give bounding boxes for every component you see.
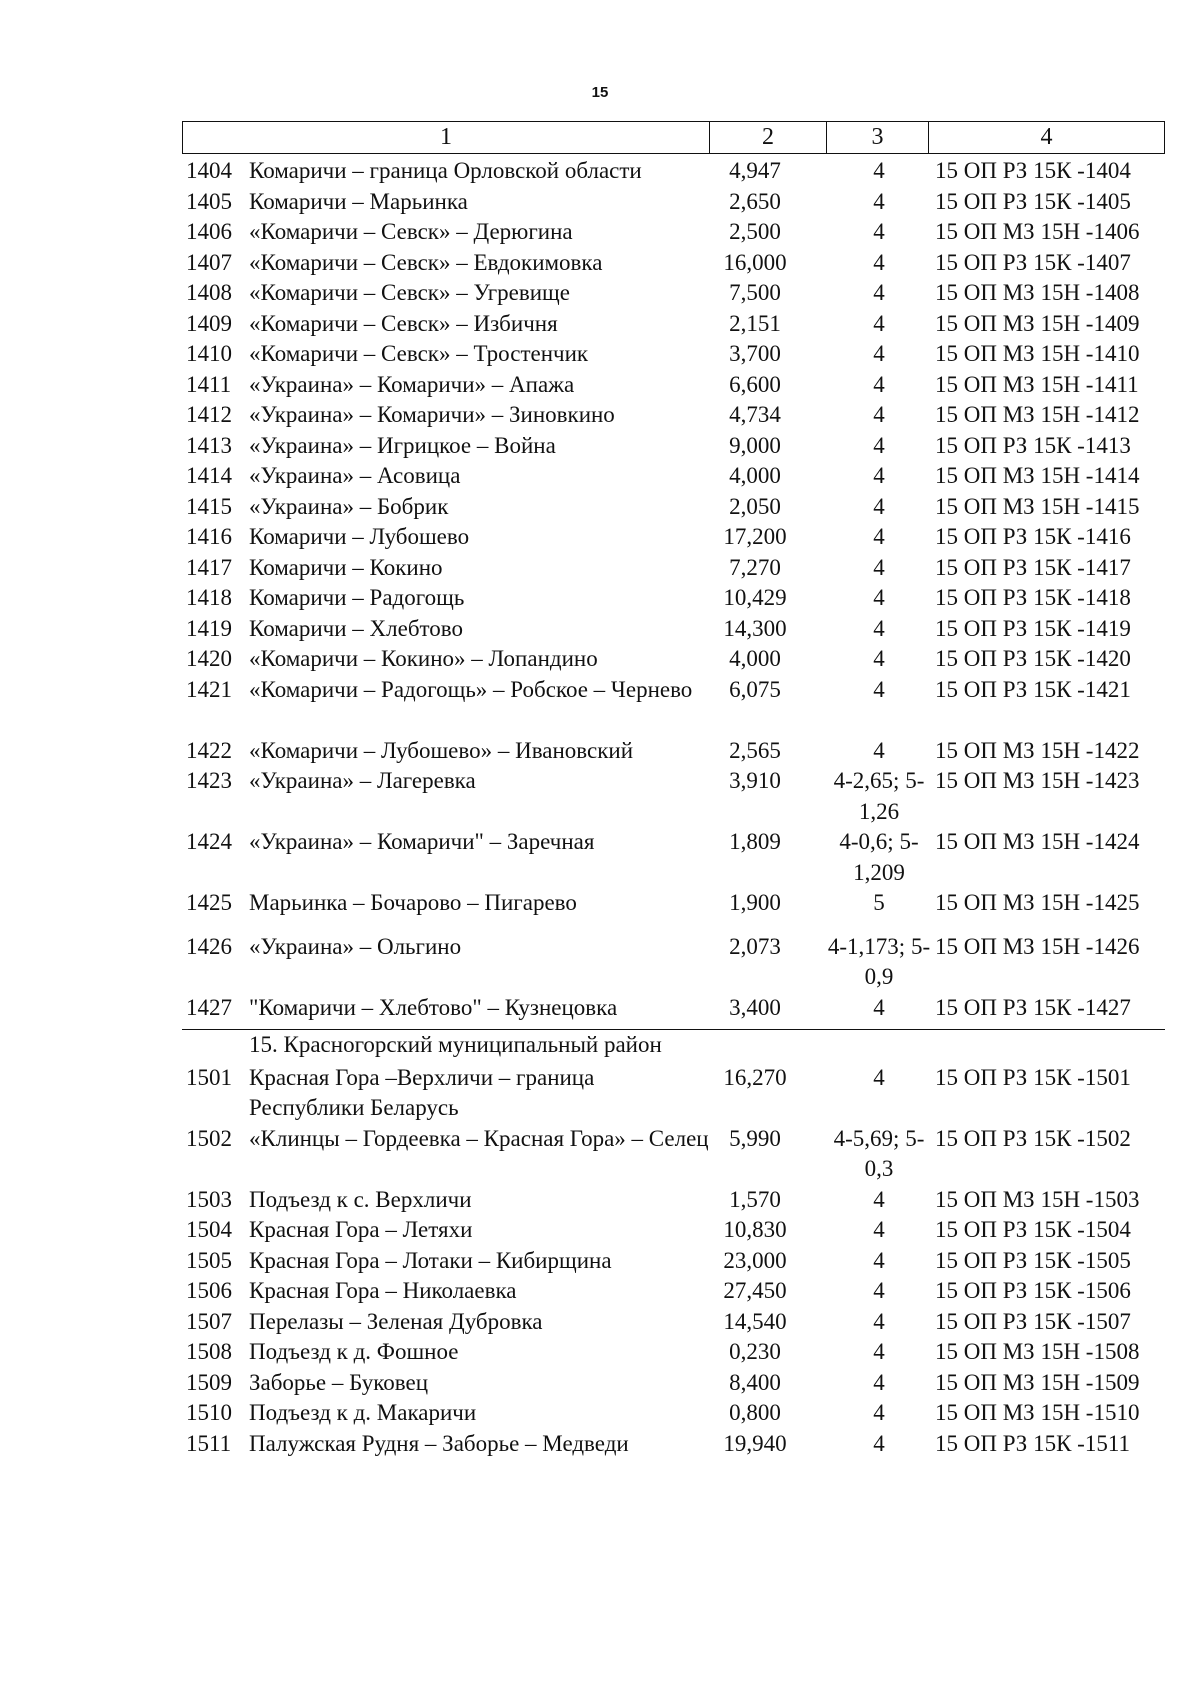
road-category: 4-0,6; 5-1,209	[839, 829, 919, 885]
table-row	[0, 888, 1200, 919]
road-length: 3,400	[729, 994, 781, 1020]
road-code: 15 ОП РЗ 15К -1504	[935, 1217, 1131, 1242]
road-category: 4	[873, 493, 885, 519]
road-name: «Украина» – Комаричи» – Зиновкино	[249, 402, 615, 427]
header-col-2: 2	[710, 122, 827, 153]
road-number: 1426	[186, 933, 232, 959]
road-number: 1408	[186, 280, 232, 305]
rows-group-b	[0, 1063, 1200, 1460]
road-length: 0,230	[729, 1339, 781, 1364]
road-number: 1424	[186, 829, 232, 854]
road-code: 15 ОП РЗ 15К -1413	[935, 432, 1131, 458]
table-row	[0, 736, 1200, 767]
road-number: 1510	[186, 1400, 232, 1425]
road-code: 15 ОП МЗ 15Н -1426	[935, 933, 1140, 959]
road-name: Комаричи – Лубошево	[249, 524, 470, 549]
road-category: 4-1,173; 5-0,9	[827, 933, 931, 989]
table-row	[0, 1276, 1200, 1307]
road-name: "Комаричи – Хлебтово" – Кузнецовка	[249, 994, 618, 1020]
road-length: 4,000	[729, 463, 781, 488]
road-length: 1,900	[729, 890, 781, 915]
table-row	[0, 1246, 1200, 1277]
road-name: Красная Гора – Николаевка	[249, 1278, 517, 1303]
road-number: 1418	[186, 585, 232, 610]
road-category: 4	[873, 615, 885, 641]
road-length: 4,947	[729, 158, 781, 183]
road-number: 1423	[186, 768, 232, 793]
road-length: 6,075	[729, 676, 781, 702]
road-length: 2,151	[729, 310, 781, 336]
road-code: 15 ОП МЗ 15Н -1406	[935, 219, 1140, 244]
table-row	[0, 278, 1200, 309]
road-name: Комаричи – Марьинка	[249, 188, 468, 214]
road-length: 6,600	[729, 371, 781, 397]
road-number: 1416	[186, 524, 232, 549]
road-code: 15 ОП МЗ 15Н -1412	[935, 402, 1140, 427]
table-row	[0, 1063, 1200, 1124]
road-number: 1425	[186, 890, 232, 915]
road-length: 0,800	[729, 1400, 781, 1425]
table-row	[0, 644, 1200, 675]
table-row	[0, 1398, 1200, 1429]
road-length: 7,270	[729, 554, 781, 580]
table-body	[0, 156, 1200, 1459]
road-name: «Украина» – Бобрик	[249, 493, 449, 519]
road-category: 4	[873, 1186, 885, 1212]
table-row	[0, 461, 1200, 492]
road-number: 1407	[186, 249, 232, 275]
table-row	[0, 583, 1200, 614]
table-row	[0, 1307, 1200, 1338]
table-row	[0, 553, 1200, 584]
road-code: 15 ОП МЗ 15Н -1425	[935, 890, 1140, 915]
road-code: 15 ОП МЗ 15Н -1422	[935, 737, 1140, 763]
table-row	[0, 827, 1200, 888]
road-name: «Украина» – Асовица	[249, 463, 461, 488]
road-code: 15 ОП РЗ 15К -1419	[935, 615, 1131, 641]
road-category: 4	[873, 1400, 885, 1425]
road-length: 1,809	[729, 829, 781, 854]
road-code: 15 ОП РЗ 15К -1416	[935, 524, 1131, 549]
table-row	[0, 156, 1200, 187]
road-length: 16,270	[723, 1064, 787, 1090]
road-number: 1419	[186, 615, 232, 641]
road-category: 4	[873, 1278, 885, 1303]
road-category: 4	[873, 249, 885, 275]
road-name: «Украина» – Комаричи» – Апажа	[249, 371, 575, 397]
road-code: 15 ОП РЗ 15К -1507	[935, 1308, 1131, 1334]
table-row	[0, 932, 1200, 993]
road-code: 15 ОП РЗ 15К -1427	[935, 994, 1131, 1020]
road-number: 1511	[186, 1430, 232, 1456]
road-category: 4-5,69; 5-0,3	[833, 1125, 925, 1181]
road-number: 1501	[186, 1064, 232, 1090]
table-row	[0, 522, 1200, 553]
road-length: 4,734	[729, 402, 781, 427]
road-category: 4	[873, 1430, 885, 1456]
table-header	[182, 121, 1165, 154]
road-name: «Комаричи – Севск» – Евдокимовка	[249, 249, 603, 275]
road-number: 1508	[186, 1339, 232, 1364]
road-number: 1411	[186, 371, 232, 397]
road-number: 1509	[186, 1369, 232, 1395]
road-name: «Украина» – Комаричи" – Заречная	[249, 829, 595, 854]
road-length: 14,300	[723, 615, 787, 641]
table-row	[0, 1337, 1200, 1368]
road-number: 1421	[186, 676, 232, 702]
road-name: Комаричи – Кокино	[249, 554, 443, 580]
road-code: 15 ОП МЗ 15Н -1423	[935, 768, 1140, 793]
road-category: 4	[873, 310, 885, 336]
table-row	[0, 309, 1200, 340]
road-category: 4	[873, 463, 885, 488]
road-length: 10,429	[723, 585, 787, 610]
road-code: 15 ОП МЗ 15Н -1410	[935, 341, 1140, 366]
road-name: «Комаричи – Радогощь» – Робское – Чернево	[249, 676, 693, 702]
table-row	[0, 993, 1200, 1024]
table-row	[0, 217, 1200, 248]
road-code: 15 ОП РЗ 15К -1421	[935, 676, 1131, 702]
road-category: 4	[873, 1339, 885, 1364]
rows-group-a	[0, 156, 1200, 1023]
road-code: 15 ОП РЗ 15К -1404	[935, 158, 1131, 183]
road-category: 4	[873, 1369, 885, 1395]
road-name: Палужская Рудня – Заборье – Медведи	[249, 1430, 629, 1456]
road-name: Комаричи – граница Орловской области	[249, 158, 642, 183]
road-name: «Украина» – Ольгино	[249, 933, 462, 959]
road-category: 4	[873, 1064, 885, 1090]
road-number: 1420	[186, 646, 232, 671]
road-length: 27,450	[723, 1278, 787, 1303]
road-code: 15 ОП МЗ 15Н -1508	[935, 1339, 1140, 1364]
road-category: 4	[873, 158, 885, 183]
road-name: Комаричи – Хлебтово	[249, 615, 463, 641]
road-code: 15 ОП РЗ 15К -1405	[935, 188, 1131, 214]
road-category: 4	[873, 646, 885, 671]
road-number: 1415	[186, 493, 232, 519]
road-name: «Украина» – Игрицкое – Война	[249, 432, 556, 458]
road-length: 1,570	[729, 1186, 781, 1212]
road-code: 15 ОП РЗ 15К -1505	[935, 1247, 1131, 1273]
road-code: 15 ОП РЗ 15К -1407	[935, 249, 1131, 275]
table-row	[0, 370, 1200, 401]
road-code: 15 ОП РЗ 15К -1502	[935, 1125, 1131, 1151]
road-code: 15 ОП МЗ 15Н -1414	[935, 463, 1140, 488]
road-code: 15 ОП МЗ 15Н -1510	[935, 1400, 1140, 1425]
table-row	[0, 675, 1200, 736]
section-title: 15. Красногорский муниципальный район	[249, 1032, 662, 1057]
road-length: 2,073	[729, 933, 781, 959]
road-name: «Комаричи – Севск» – Угревище	[249, 280, 570, 305]
road-name: Перелазы – Зеленая Дубровка	[249, 1308, 543, 1334]
road-number: 1406	[186, 219, 232, 244]
road-code: 15 ОП МЗ 15Н -1415	[935, 493, 1140, 519]
road-number: 1414	[186, 463, 232, 488]
road-name: «Комаричи – Кокино» – Лопандино	[249, 646, 598, 671]
road-category: 4	[873, 676, 885, 702]
road-category: 4	[873, 585, 885, 610]
road-length: 3,910	[729, 768, 781, 793]
table-row	[0, 1368, 1200, 1399]
road-code: 15 ОП МЗ 15Н -1424	[935, 829, 1140, 854]
road-number: 1412	[186, 402, 232, 427]
table-row	[0, 1215, 1200, 1246]
road-category: 4	[873, 554, 885, 580]
road-name: Марьинка – Бочарово – Пигарево	[249, 890, 577, 915]
road-category: 5	[873, 890, 885, 915]
road-number: 1502	[186, 1125, 232, 1151]
road-category: 4	[873, 1308, 885, 1334]
road-category: 4	[873, 737, 885, 763]
road-code: 15 ОП РЗ 15К -1501	[935, 1064, 1131, 1090]
road-category: 4	[873, 402, 885, 427]
road-name: Заборье – Буковец	[249, 1369, 429, 1395]
road-number: 1422	[186, 737, 232, 763]
road-code: 15 ОП МЗ 15Н -1509	[935, 1369, 1140, 1395]
road-number: 1404	[186, 158, 232, 183]
road-code: 15 ОП МЗ 15Н -1503	[935, 1186, 1140, 1212]
road-code: 15 ОП МЗ 15Н -1409	[935, 310, 1140, 336]
road-category: 4	[873, 371, 885, 397]
road-code: 15 ОП РЗ 15К -1417	[935, 554, 1131, 580]
road-number: 1507	[186, 1308, 232, 1334]
road-name: «Комаричи – Севск» – Тростенчик	[249, 341, 589, 366]
table-row	[0, 1429, 1200, 1460]
table-row	[0, 1185, 1200, 1216]
road-length: 9,000	[729, 432, 781, 458]
table-row	[0, 400, 1200, 431]
table-row	[0, 339, 1200, 370]
road-length: 2,500	[729, 219, 781, 244]
road-length: 2,650	[729, 188, 781, 214]
road-length: 19,940	[723, 1430, 787, 1456]
road-number: 1410	[186, 341, 232, 366]
road-name: Красная Гора – Летяхи	[249, 1217, 473, 1242]
road-length: 10,830	[723, 1217, 787, 1242]
header-col-3: 3	[827, 122, 929, 153]
road-number: 1504	[186, 1217, 232, 1242]
road-category: 4	[873, 994, 885, 1020]
road-length: 4,000	[729, 646, 781, 671]
road-name: Красная Гора –Верхличи – граница Республики Беларусь	[249, 1064, 595, 1120]
road-length: 23,000	[723, 1247, 787, 1273]
road-code: 15 ОП МЗ 15Н -1411	[935, 371, 1139, 397]
table-row	[0, 492, 1200, 523]
road-name: «Комаричи – Севск» – Избичня	[249, 310, 558, 336]
road-name: Подъезд к д. Макаричи	[249, 1400, 477, 1425]
table-row	[0, 766, 1200, 827]
table-row	[0, 431, 1200, 462]
road-category: 4	[873, 1247, 885, 1273]
road-category: 4	[873, 341, 885, 366]
header-col-4: 4	[1040, 124, 1053, 150]
road-number: 1405	[186, 188, 232, 214]
road-length: 2,565	[729, 737, 781, 763]
road-category: 4	[873, 280, 885, 305]
road-length: 3,700	[729, 341, 781, 366]
road-name: «Клинцы – Гордеевка – Красная Гора» – Селец	[249, 1125, 709, 1151]
road-number: 1413	[186, 432, 232, 458]
road-length: 8,400	[729, 1369, 781, 1395]
road-name: «Украина» – Лагеревка	[249, 768, 476, 793]
road-code: 15 ОП РЗ 15К -1420	[935, 646, 1131, 671]
page-number: 15	[591, 84, 609, 101]
road-code: 15 ОП РЗ 15К -1418	[935, 585, 1131, 610]
road-length: 16,000	[723, 249, 787, 275]
road-length: 17,200	[723, 524, 787, 549]
road-name: «Комаричи – Лубошево» – Ивановский	[249, 737, 634, 763]
road-length: 14,540	[723, 1308, 787, 1334]
road-name: Подъезд к с. Верхличи	[249, 1186, 472, 1212]
road-code: 15 ОП МЗ 15Н -1408	[935, 280, 1140, 305]
road-number: 1505	[186, 1247, 232, 1273]
road-category: 4	[873, 219, 885, 244]
table-row	[0, 248, 1200, 279]
table-row	[0, 187, 1200, 218]
road-number: 1417	[186, 554, 232, 580]
road-name: Красная Гора – Лотаки – Кибирщина	[249, 1247, 612, 1273]
road-category: 4	[873, 432, 885, 458]
road-category: 4	[873, 524, 885, 549]
road-code: 15 ОП РЗ 15К -1511	[935, 1430, 1130, 1456]
road-number: 1506	[186, 1278, 232, 1303]
table-row	[0, 1124, 1200, 1185]
road-category: 4-2,65; 5-1,26	[833, 768, 925, 824]
road-category: 4	[873, 188, 885, 214]
road-name: Комаричи – Радогощь	[249, 585, 465, 610]
road-length: 7,500	[729, 280, 781, 305]
road-length: 5,990	[729, 1125, 781, 1151]
road-name: Подъезд к д. Фошное	[249, 1339, 459, 1364]
road-code: 15 ОП РЗ 15К -1506	[935, 1278, 1131, 1303]
road-number: 1503	[186, 1186, 232, 1212]
header-col-1: 1	[183, 122, 710, 153]
road-number: 1409	[186, 310, 232, 336]
road-category: 4	[873, 1217, 885, 1242]
road-length: 2,050	[729, 493, 781, 519]
road-name: «Комаричи – Севск» – Дерюгина	[249, 219, 573, 244]
table-row	[0, 614, 1200, 645]
road-number: 1427	[186, 994, 232, 1020]
